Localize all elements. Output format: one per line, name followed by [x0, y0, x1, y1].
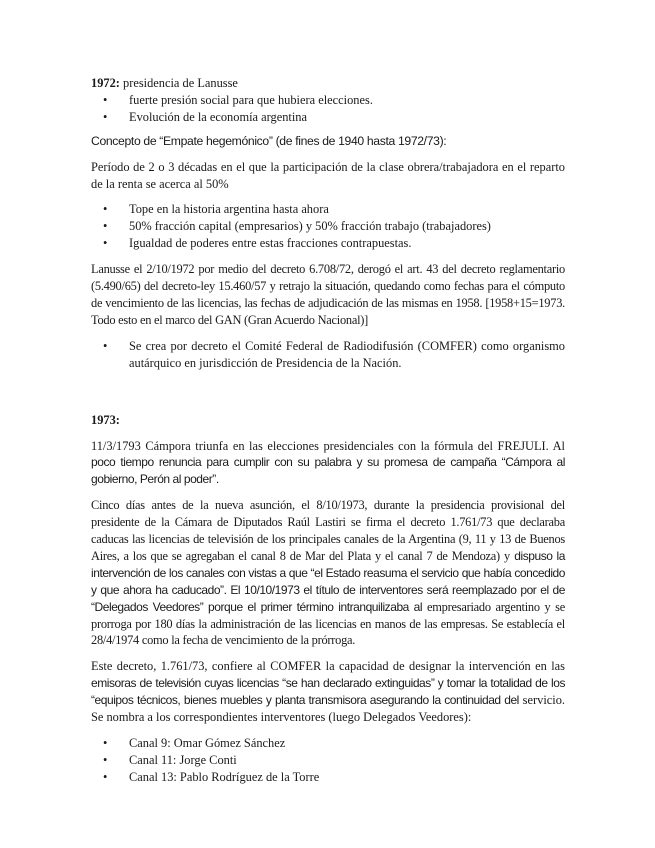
campora-quote: poco tiempo renuncia para cumplir con su palabra y su promesa de campaña “Cámpora al gobierno, Perón al poder”. [91, 455, 565, 487]
concept-heading: Concepto de “Empate hegemónico” (de fines de 1940 hasta 1972/73): [91, 133, 447, 148]
list-item-text: Igualdad de poderes entre estas fracciones contrapuestas. [129, 236, 412, 251]
list-item [91, 735, 565, 752]
bullet-icon: • [103, 92, 108, 107]
campora-line: 11/3/1793 Cámpora triunfa en las elecciones presidenciales con la fórmula del FREJULI. Al [91, 438, 565, 453]
cinco-dias-paragraph [91, 497, 565, 649]
list-item-text: Evolución de la economía argentina [129, 109, 307, 124]
list-item [91, 769, 565, 786]
cinco-dias-part-2: dispuso la intervención de los canales con vistas a que “el Estado reasuma el servicio que había concedido y que ahora ha caducado”. El 10/10/1973 el título de interventores será reemplazado por el de “Delegados Veedores” porque el primer término intranquilizaba al [91, 548, 565, 614]
list-item [91, 235, 565, 252]
list-item-text: 50% fracción capital (empresarios) y 50% fracción trabajo (trabajadores) [129, 219, 491, 234]
bullet-icon: • [103, 109, 108, 124]
este-decreto-part-1: Este decreto, 1.761/73, confiere al COMFER la capacidad de designar la intervención en las [91, 659, 565, 674]
cinco-dias-part-1: Cinco días antes de la nueva asunción, el 8/10/1973, durante la presidencia provisional del presidente de la Cámara de Diputados Raúl Lastiri se firma el decreto 1.761/73 que declaraba caducas las licencias de televisión de los principales canales de la Argentina (9, 11 y 13 de Buenos Aires, a los que se agregaban el canal 8 de Mar del Plata y el canal 7 de Mendoza) y [91, 498, 565, 563]
list-item-text: Canal 11: Jorge Conti [129, 752, 237, 767]
list-item [91, 752, 565, 769]
bullet-list-empate [91, 201, 565, 252]
bullet-list-comfer [91, 338, 565, 372]
list-item [91, 201, 565, 218]
este-decreto-part-2: emisoras de televisión cuyas licencias “se han declarado extinguidas” y tomar la totalidad de los “equipos técnicos, bienes muebles y planta transmisora asegurando la continuidad del [91, 676, 565, 708]
list-item-text: Canal 13: Pablo Rodríguez de la Torre [129, 769, 320, 784]
list-item-text: Canal 9: Omar Gómez Sánchez [129, 736, 286, 750]
bullet-icon: • [103, 202, 108, 217]
list-item [91, 92, 565, 109]
bullet-list-canales [91, 735, 565, 786]
list-item-text: Tope en la historia argentina hasta ahora [129, 202, 329, 217]
este-decreto-part-3: servicio. Se nombra a los correspondientes interventores (luego Delegados Veedores): [91, 693, 565, 725]
cinco-dias-part-3: empresariado argentino y se prorroga por 180 días la administración de las licencias en manos de las empresas. Se establecía el 28/4/1974 como la fecha de vencimiento de la prórroga. [91, 599, 565, 648]
document-page [91, 75, 565, 786]
year-1973: 1973: [91, 412, 120, 427]
heading-1972 [91, 75, 565, 92]
year-1972: 1972: [91, 76, 120, 90]
list-item [91, 338, 565, 372]
bullet-icon: • [103, 736, 108, 750]
este-decreto-paragraph [91, 658, 565, 726]
list-item [91, 109, 565, 126]
bullet-icon: • [103, 752, 108, 767]
list-item [91, 218, 565, 235]
lanusse-paragraph: Lanusse el 2/10/1972 por medio del decreto 6.708/72, derogó el art. 43 del decreto reglamentario (5.490/65) del decreto-ley 15.460/57 y retrajo la situación, quedando como fechas para el cómputo de vencimiento de las licencias, las fechas de adjudicación de las mismas en 1958. [1958+15=1973. Todo esto en el marco del GAN (Gran Acuerdo Nacional)] [91, 262, 565, 327]
heading-1972-rest: presidencia de Lanusse [119, 76, 238, 90]
bullet-list-1972 [91, 92, 565, 126]
list-item-text: Se crea por decreto el Comité Federal de Radiodifusión (COMFER) como organismo autárquico en jurisdicción de Presidencia de la Nación. [129, 338, 565, 370]
list-item-text: fuerte presión social para que hubiera elecciones. [129, 92, 373, 107]
bullet-icon: • [103, 219, 108, 234]
bullet-icon: • [103, 236, 108, 251]
bullet-icon: • [103, 769, 108, 784]
bullet-icon: • [103, 338, 108, 353]
periodo-paragraph: Período de 2 o 3 décadas en el que la participación de la clase obrera/trabajadora en el reparto de la renta se acerca al 50% [91, 159, 565, 191]
campora-paragraph [91, 438, 565, 489]
